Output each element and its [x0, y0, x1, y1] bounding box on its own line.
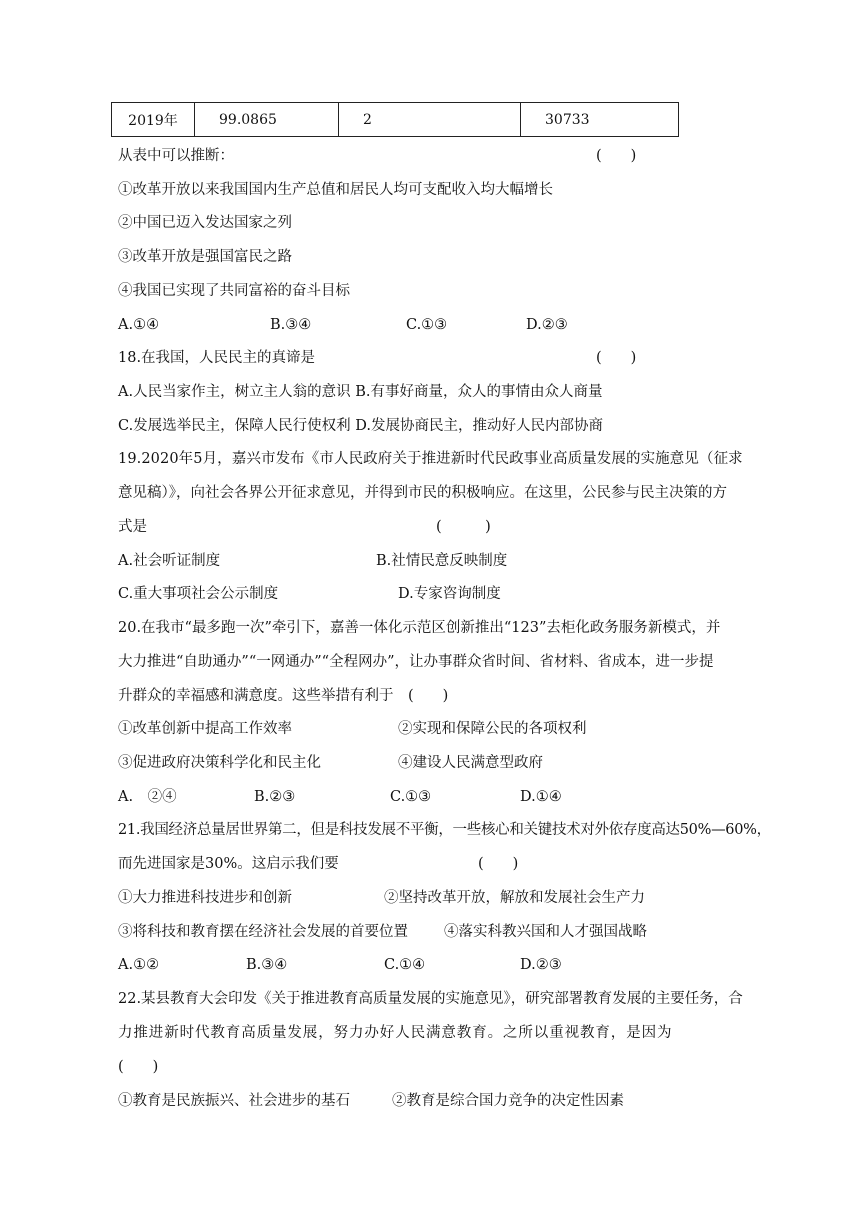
q21-option-b: B.③④ — [246, 957, 288, 973]
q22-statement-2: ②教育是综合国力竞争的决定性因素 — [392, 1093, 624, 1109]
q22-stem-line-1: 22.某县教育大会印发《关于推进教育高质量发展的实施意见》，研究部署教育发展的主要任务，合 — [118, 991, 743, 1007]
q19-answer-paren: ( ) — [436, 519, 491, 535]
q21-stem-line-2: 而先进国家是30%。这启示我们要 — [118, 856, 339, 872]
q20-statement-2: ②实现和保障公民的各项权利 — [398, 721, 587, 737]
q22-answer-paren: ( ) — [118, 1059, 159, 1075]
q21-statement-2: ②坚持改革开放，解放和发展社会生产力 — [384, 890, 645, 906]
q20-statement-4: ④建设人民满意型政府 — [398, 755, 543, 771]
q17-statement-3: ③改革开放是强国富民之路 — [118, 249, 292, 265]
q21-statement-1: ①大力推进科技进步和创新 — [118, 890, 292, 906]
table-cell-gdp: 99.0865 — [195, 103, 339, 137]
q19-option-a: A.社会听证制度 — [118, 553, 221, 569]
q19-option-b: B.社情民意反映制度 — [376, 553, 508, 569]
q20-option-c: C.①③ — [390, 789, 432, 805]
q19-stem-line-1: 19.2020年5月，嘉兴市发布《市人民政府关于推进新时代民政事业高质量发展的实施意见（征求 — [118, 451, 743, 467]
q17-option-a: A.①④ — [118, 317, 160, 333]
q17-statement-2: ②中国已迈入发达国家之列 — [118, 215, 292, 231]
q20-statement-1: ①改革创新中提高工作效率 — [118, 721, 292, 737]
q18-options-line-1: A.人民当家作主，树立主人翁的意识 B.有事好商量，众人的事情由众人商量 — [118, 384, 603, 400]
data-table — [111, 102, 679, 137]
q20-option-d: D.①④ — [520, 789, 562, 805]
q18-options-line-2: C.发展选举民主，保障人民行使权利 D.发展协商民主，推动好人民内部协商 — [118, 418, 604, 434]
table-cell-income: 30733 — [521, 103, 679, 137]
q21-option-d: D.②③ — [520, 957, 562, 973]
q21-stem-line-1: 21.我国经济总量居世界第二，但是科技发展不平衡，一些核心和关键技术对外依存度高达50%—60%， — [118, 822, 771, 838]
q20-option-a: A. ②④ — [118, 789, 177, 805]
q20-option-b: B.②③ — [254, 789, 296, 805]
q21-statement-4: ④落实科教兴国和人才强国战略 — [444, 924, 647, 940]
q19-stem-line-3: 式是 — [118, 519, 147, 535]
q17-statement-4: ④我国已实现了共同富裕的奋斗目标 — [118, 283, 350, 299]
q22-stem-line-2: 力推进新时代教育高质量发展，努力办好人民满意教育。之所以重视教育，是因为 — [118, 1025, 673, 1041]
q19-option-d: D.专家咨询制度 — [398, 586, 501, 602]
q20-statement-3: ③促进政府决策科学化和民主化 — [118, 755, 321, 771]
q20-stem-line-1: 20.在我市“最多跑一次”牵引下，嘉善一体化示范区创新推出“123”去柜化政务服务新模式，并 — [118, 620, 721, 636]
q17-option-d: D.②③ — [526, 317, 568, 333]
q17-statement-1: ①改革开放以来我国国内生产总值和居民人均可支配收入均大幅增长 — [118, 182, 553, 198]
q21-option-c: C.①④ — [384, 957, 426, 973]
q19-option-c: C.重大事项社会公示制度 — [118, 586, 279, 602]
q19-stem-line-2: 意见稿）》，向社会各界公开征求意见，并得到市民的积极响应。在这里，公民参与民主决策的方 — [118, 485, 727, 501]
table-cell-year: 2019年 — [112, 103, 195, 137]
q21-statement-3: ③将科技和教育摆在经济社会发展的首要位置 — [118, 924, 408, 940]
q20-stem-line-2: 大力推进“自助通办”“一网通办”“全程网办”，让办事群众省时间、省材料、省成本，进一步提 — [118, 654, 714, 670]
q20-stem-line-3: 升群众的幸福感和满意度。这些举措有利于 ( ) — [118, 688, 449, 704]
table-cell-rank: 2 — [339, 103, 521, 137]
q17-answer-paren: ( ) — [596, 148, 637, 164]
q21-option-a: A.①② — [118, 957, 160, 973]
q17-stem: 从表中可以推断： — [118, 148, 234, 164]
q17-option-c: C.①③ — [406, 317, 448, 333]
q17-option-b: B.③④ — [270, 317, 312, 333]
q22-statement-1: ①教育是民族振兴、社会进步的基石 — [118, 1093, 350, 1109]
table-row — [112, 103, 679, 137]
q21-answer-paren: ( ) — [478, 856, 519, 872]
q18-answer-paren: ( ) — [596, 350, 637, 366]
q18-stem: 18.在我国，人民民主的真谛是 — [118, 350, 316, 366]
